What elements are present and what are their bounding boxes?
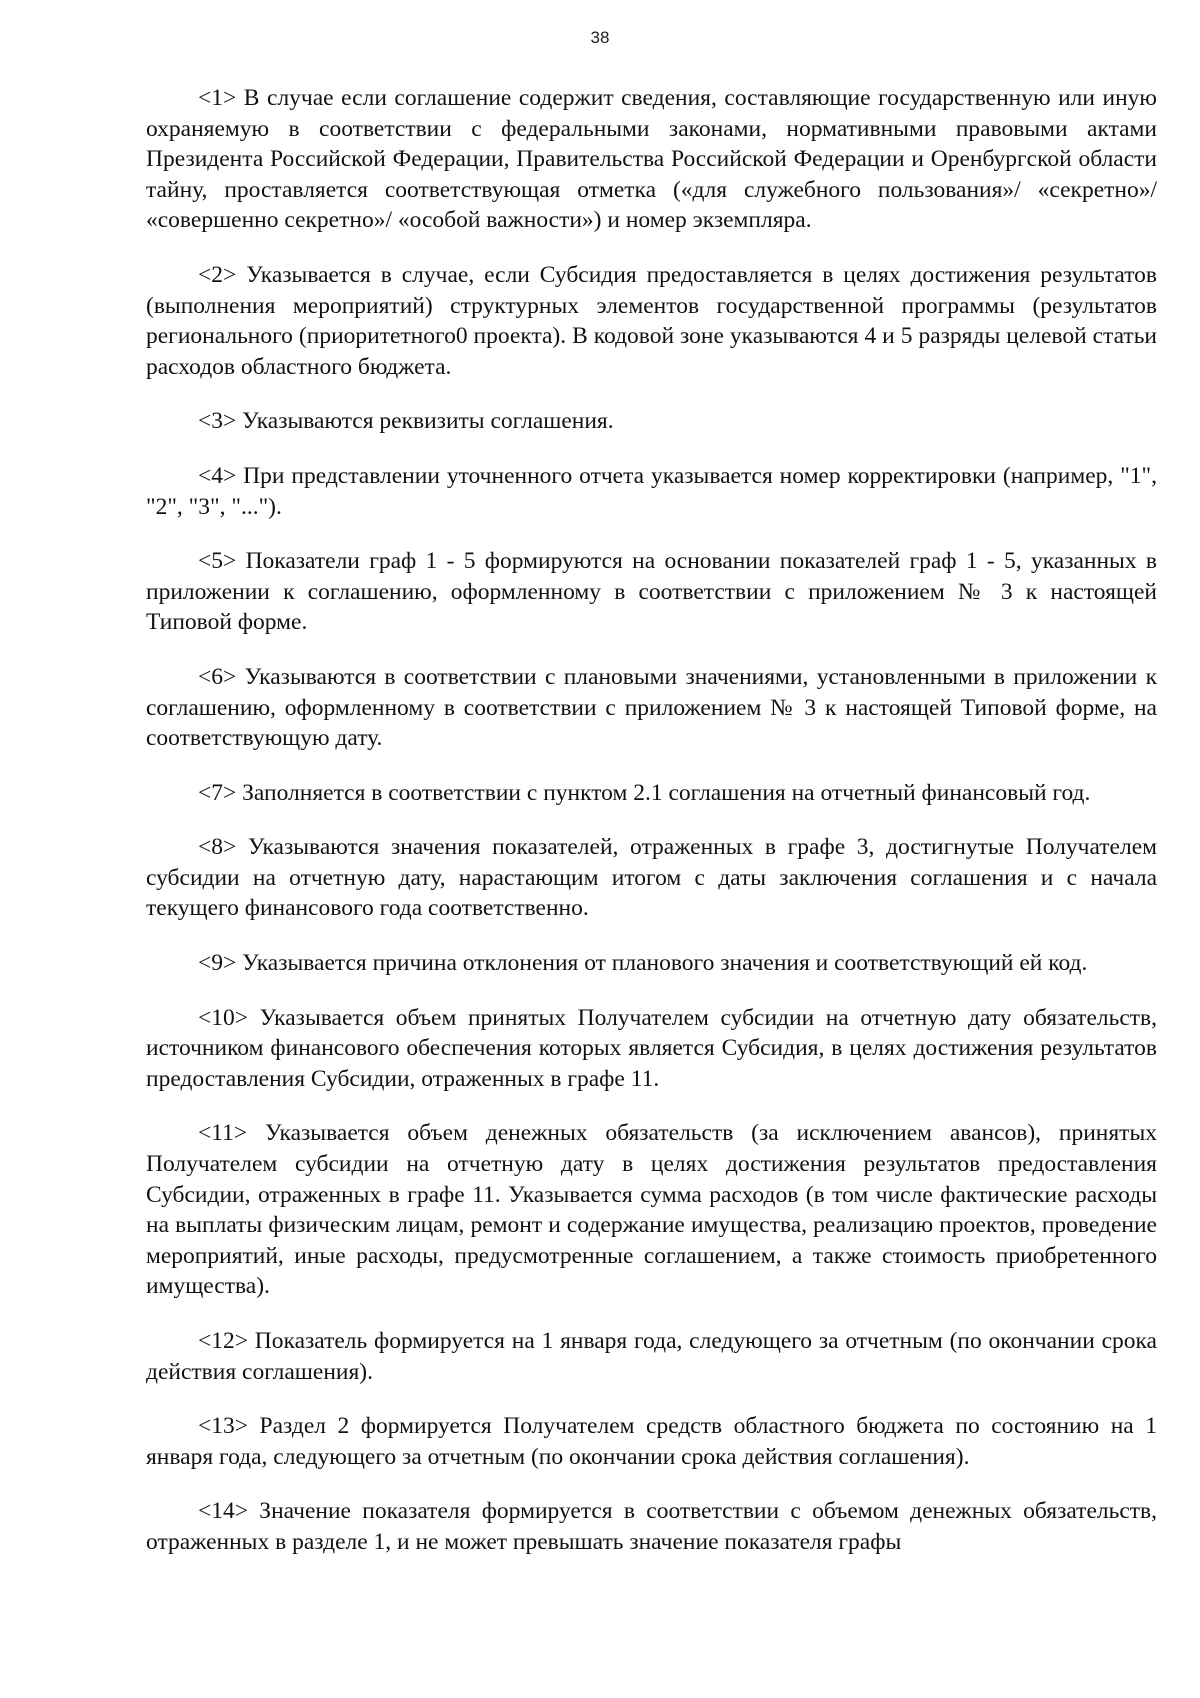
footnote-8: <8> Указываются значения показателей, отраженных в графе 3, достигнутые Получателем субсидии на отчетную дату, нарастающим итогом с даты заключения соглашения и с начала текущего финансового года соответственно. [146,834,1157,922]
footnote-12: <12> Показатель формируется на 1 января года, следующего за отчетным (по окончании срока действия соглашения). [146,1328,1157,1385]
footnote-5: <5> Показатели граф 1 - 5 формируются на основании показателей граф 1 - 5, указанных в приложении к соглашению, оформленному в соответствии с приложением № 3 к настоящей Типовой форме. [146,548,1157,636]
footnote-1: <1> В случае если соглашение содержит сведения, составляющие государственную или иную охраняемую в соответствии с федеральными законами, нормативными правовыми актами Президента Российской Федерации, Правительства Российской Федерации и Оренбургской области тайну, проставляется соответствующая отметка («для служебного пользования»/ «секретно»/ «совершенно секретно»/ «особой важности») и номер экземпляра. [146,85,1157,234]
footnote-10: <10> Указывается объем принятых Получателем субсидии на отчетную дату обязательств, источником финансового обеспечения которых является Субсидия, в целях достижения результатов предоставления Субсидии, отраженных в графе 11. [146,1004,1157,1092]
footnote-2: <2> Указывается в случае, если Субсидия предоставляется в целях достижения результатов (выполнения мероприятий) структурных элементов государственной программы (результатов регионального (приоритетного0 проекта). В кодовой зоне указываются 4 и 5 разряды целевой статьи расходов областного бюджета. [146,261,1157,380]
footnote-6: <6> Указываются в соответствии с плановыми значениями, установленными в приложении к соглашению, оформленному в соответствии с приложением № 3 к настоящей Типовой форме, на соответствующую дату. [146,663,1157,752]
footnote-3: <3> Указываются реквизиты соглашения. [198,408,614,435]
footnote-14: <14> Значение показателя формируется в соответствии с объемом денежных обязательств, отраженных в разделе 1, и не может превышать значение показателя графы [146,1498,1157,1555]
footnote-4: <4> При представлении уточненного отчета указывается номер корректировки (например, "1", "2", "3", "..."). [146,462,1157,520]
footnote-9: <9> Указывается причина отклонения от планового значения и соответствующий ей код. [198,950,1088,977]
footnotes-section [146,83,1157,1582]
footnote-13: <13> Раздел 2 формируется Получателем средств областного бюджета по состоянию на 1 января года, следующего за отчетным (по окончании срока действия соглашения). [146,1413,1157,1470]
footnote-7: <7> Заполняется в соответствии с пунктом 2.1 соглашения на отчетный финансовый год. [198,779,1091,806]
page-number: 38 [590,28,610,47]
footnote-11: <11> Указывается объем денежных обязательств (за исключением авансов), принятых Получателем субсидии на отчетную дату в целях достижения результатов предоставления Субсидии, отраженных в графе 11. Указывается сумма расходов (в том числе фактические расходы на выплаты физическим лицам, ремонт и содержание имущества, реализацию проектов, проведение мероприятий, иные расходы, предусмотренные соглашением, а также стоимость приобретенного имущества). [146,1120,1157,1300]
